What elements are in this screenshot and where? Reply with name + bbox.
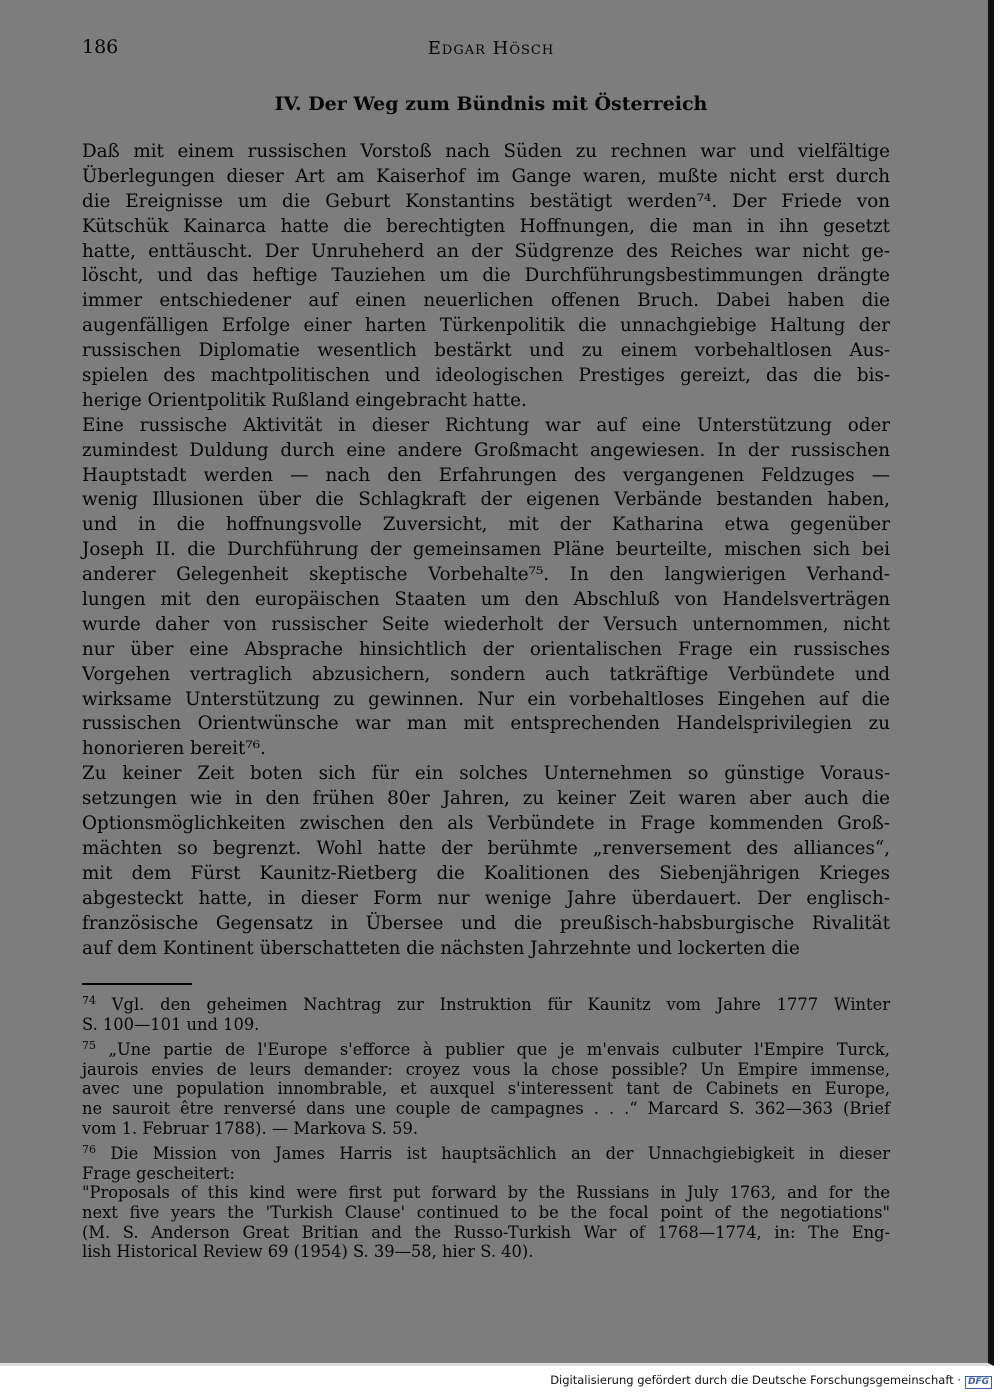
body-line: herige Orientpolitik Rußland eingebracht hatte. bbox=[82, 389, 527, 411]
body-line: Kütschük Kainarca hatte die berechtigten Hoffnungen, die man in ihn gesetzt bbox=[82, 215, 890, 237]
page-number: 186 bbox=[82, 36, 119, 58]
footnote bbox=[82, 1144, 890, 1262]
footnote-line: S. 100—101 und 109. bbox=[82, 1014, 260, 1034]
body-line: die Ereignisse um die Geburt Konstantins bestätigt werden⁷⁴. Der Friede von bbox=[82, 190, 890, 212]
body-line: hatte, enttäuscht. Der Unruheherd an der Südgrenze des Reiches war nicht ge- bbox=[82, 240, 890, 262]
body-line: abgesteckt hatte, in dieser Form nur wenige Jahre überdauert. Der englisch- bbox=[82, 887, 890, 909]
footnote-line: (M. S. Anderson Great Britian and the Russo-Turkish War of 1768—1774, in: The Eng- bbox=[82, 1222, 890, 1242]
body-line: und in die hoffnungsvolle Zuversicht, mit der Katharina etwa gegenüber bbox=[82, 514, 890, 536]
body-line: Eine russische Aktivität in dieser Richtung war auf eine Unterstützung oder bbox=[82, 414, 890, 436]
body-line: wurde daher von russischer Seite wiederholt der Versuch unternommen, nicht bbox=[82, 613, 890, 635]
body-line: Zu keiner Zeit boten sich für ein solches Unternehmen so günstige Voraus- bbox=[82, 763, 890, 785]
footnote bbox=[82, 995, 890, 1034]
body-line: mit dem Fürst Kaunitz-Rietberg die Koalitionen des Siebenjährigen Krieges bbox=[82, 862, 890, 884]
body-line: Daß mit einem russischen Vorstoß nach Süden zu rechnen war und vielfältige bbox=[82, 141, 890, 162]
body-line: augenfälligen Erfolge einer harten Türkenpolitik die unnachgiebige Haltung der bbox=[82, 315, 890, 337]
footnote-line: "Proposals of this kind were first put forward by the Russians in July 1763, and for the bbox=[82, 1183, 890, 1203]
body-line: honorieren bereit⁷⁶. bbox=[82, 738, 266, 760]
footnote-number: 76 bbox=[82, 1143, 96, 1157]
body-line: wirksame Unterstützung zu gewinnen. Nur ein vorbehaltloses Eingehen auf die bbox=[82, 688, 890, 710]
body-line: nur über eine Absprache hinsichtlich der orientalischen Frage ein russisches bbox=[82, 638, 890, 660]
body-line: spielen des machtpolitischen und ideologischen Prestiges gereizt, das die bis- bbox=[82, 365, 890, 387]
body-line: russischen Orientwünsche war man mit entsprechenden Handelsprivilegien zu bbox=[82, 713, 890, 735]
footnote-line bbox=[82, 1040, 890, 1060]
body-line: mächten so begrenzt. Wohl hatte der berühmte „renversement des alliances“, bbox=[82, 837, 890, 859]
body-line: auf dem Kontinent überschatteten die nächsten Jahrzehnte und lockerten die bbox=[82, 937, 800, 959]
footnote-separator bbox=[82, 983, 192, 985]
body-line: lungen mit den europäischen Staaten um den Abschluß von Handelsverträgen bbox=[82, 589, 890, 611]
footnote-line: jaurois envies de leurs demander: croyez vous la chose possible? Un Empire immense, bbox=[82, 1059, 890, 1079]
body-line: russischen Diplomatie wesentlich bestärkt und zu einem vorbehaltlosen Aus- bbox=[82, 340, 890, 362]
body-line: zumindest Duldung durch eine andere Großmacht angewiesen. In der russischen bbox=[82, 439, 890, 461]
body-line: Joseph II. die Durchführung der gemeinsamen Pläne beurteilte, mischen sich bei bbox=[82, 539, 890, 561]
footnote-line: lish Historical Review 69 (1954) S. 39—58, hier S. 40). bbox=[82, 1242, 534, 1262]
footnote-line: ne sauroit être renversé dans une couple de campagnes . . .“ Marcard S. 362—363 (Brief bbox=[82, 1098, 890, 1118]
footnotes bbox=[82, 995, 890, 1268]
body-line: anderer Gelegenheit skeptische Vorbehalte⁷⁵. In den langwierigen Verhand- bbox=[82, 564, 890, 586]
footnote-text: Vgl. den geheimen Nachtrag zur Instruktion für Kaunitz vom Jahre 1777 Winter bbox=[111, 995, 890, 1014]
body-text bbox=[82, 140, 890, 961]
body-line: Vorgehen vertraglich abzusichern, sondern auch tatkräftige Verbündete und bbox=[82, 663, 890, 685]
running-header-author: Edgar Hösch bbox=[427, 38, 555, 59]
footnote bbox=[82, 1040, 890, 1138]
footnote-text: Die Mission von James Harris ist hauptsächlich an der Unnachgiebigkeit in dieser bbox=[110, 1144, 890, 1164]
body-line: Optionsmöglichkeiten zwischen den als Verbündete in Frage kommenden Groß- bbox=[82, 813, 890, 835]
body-line: löscht, und das heftige Tauziehen um die Durchführungsbestimmungen drängte bbox=[82, 265, 890, 287]
body-line: französische Gegensatz in Übersee und die preußisch-habsburgische Rivalität bbox=[82, 912, 890, 934]
footnote-text: „Une partie de l'Europe s'efforce à publier que je m'envais culbuter l'Empire Turck, bbox=[108, 1040, 890, 1060]
body-line: setzungen wie in den frühen 80er Jahren, zu keiner Zeit waren aber auch die bbox=[82, 788, 890, 810]
section-heading: IV. Der Weg zum Bündnis mit Österreich bbox=[274, 93, 708, 115]
digitization-footer bbox=[550, 1373, 992, 1389]
footnote-line bbox=[82, 995, 890, 1015]
footer-text: Digitalisierung gefördert durch die Deutsche Forschungsgemeinschaft · bbox=[550, 1373, 961, 1387]
footnote-line: Frage gescheitert: bbox=[82, 1163, 235, 1183]
footnote-number: 75 bbox=[82, 1039, 96, 1053]
body-line: wenig Illusionen über die Schlagkraft der eigenen Verbände bestanden haben, bbox=[82, 489, 890, 511]
running-header bbox=[82, 36, 900, 62]
footnote-line: avec une population innombrable, et auxquel s'interessent tant de Cabinets en Europe, bbox=[82, 1079, 890, 1099]
body-line: Überlegungen dieser Art am Kaiserhof im Gange waren, mußte nicht erst durch bbox=[82, 165, 890, 187]
body-line: immer entschiedener auf einen neuerlichen offenen Bruch. Dabei haben die bbox=[82, 290, 890, 312]
footnote-line: vom 1. Februar 1788). — Markova S. 59. bbox=[82, 1118, 419, 1138]
footnote-line: next five years the 'Turkish Clause' continued to be the focal point of the negotiations" bbox=[82, 1202, 890, 1222]
body-line: Hauptstadt werden — nach den Erfahrungen des vergangenen Feldzuges — bbox=[82, 464, 890, 486]
footnote-number: 74 bbox=[82, 994, 96, 1007]
dfg-logo: DFG bbox=[965, 1376, 992, 1389]
footnote-line bbox=[82, 1144, 890, 1164]
